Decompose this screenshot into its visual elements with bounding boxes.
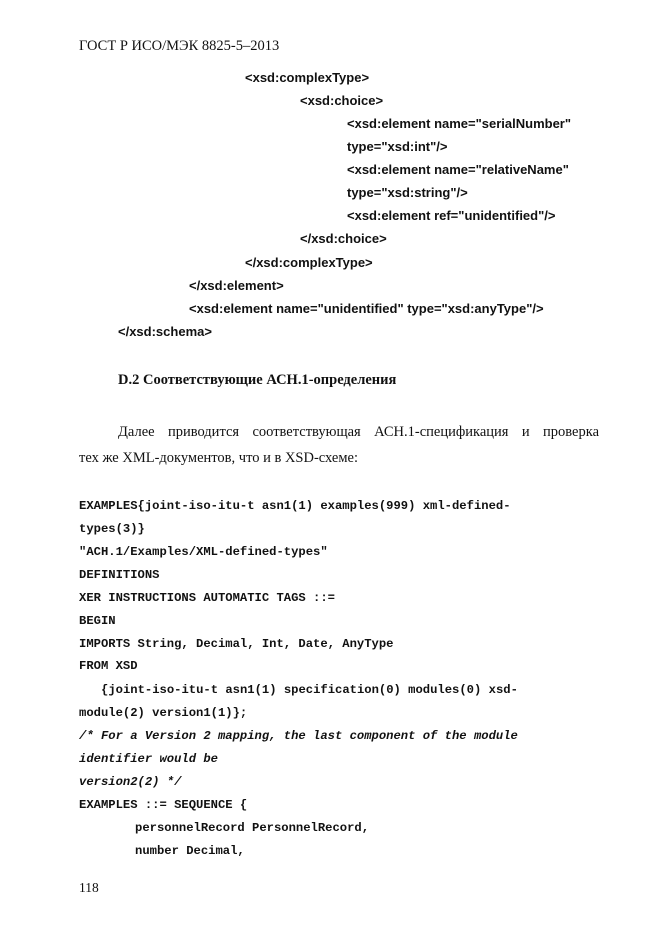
code-line: EXAMPLES ::= SEQUENCE { bbox=[79, 798, 248, 812]
xsd-line: </xsd:complexType> bbox=[245, 255, 373, 270]
xsd-line: </xsd:element> bbox=[189, 278, 284, 293]
code-comment-line: /* For a Version 2 mapping, the last component of the module bbox=[79, 729, 518, 743]
code-comment-line: version2(2) */ bbox=[79, 775, 182, 789]
code-line: FROM XSD bbox=[79, 659, 138, 673]
code-line: "АСН.1/Examples/XML-defined-types" bbox=[79, 545, 328, 559]
code-line: number Decimal, bbox=[135, 844, 245, 858]
code-line: IMPORTS String, Decimal, Int, Date, AnyType bbox=[79, 637, 394, 651]
code-line: personnelRecord PersonnelRecord, bbox=[135, 821, 370, 835]
xsd-line: </xsd:choice> bbox=[300, 231, 387, 246]
code-line: {joint-iso-itu-t asn1(1) specification(0) modules(0) xsd- bbox=[101, 683, 518, 697]
page-number: 118 bbox=[79, 880, 99, 895]
body-paragraph bbox=[79, 419, 599, 471]
xsd-line: </xsd:schema> bbox=[118, 324, 212, 339]
xsd-line: <xsd:element name="relativeName" bbox=[347, 162, 569, 177]
code-line: BEGIN bbox=[79, 614, 116, 628]
code-line: DEFINITIONS bbox=[79, 568, 160, 582]
paragraph-line: Далее приводится соответствующая АСН.1-спецификация и проверка bbox=[118, 424, 599, 440]
xsd-line: type="xsd:string"/> bbox=[347, 185, 468, 200]
code-line: module(2) version1(1)}; bbox=[79, 706, 248, 720]
xsd-line: <xsd:element ref="unidentified"/> bbox=[347, 208, 556, 223]
code-line: types(3)} bbox=[79, 522, 145, 536]
code-comment-line: identifier would be bbox=[79, 752, 218, 766]
code-line: XER INSTRUCTIONS AUTOMATIC TAGS ::= bbox=[79, 591, 335, 605]
xsd-line: <xsd:element name="serialNumber" bbox=[347, 116, 572, 131]
page-header: ГОСТ Р ИСО/МЭК 8825-5–2013 bbox=[79, 38, 280, 54]
paragraph-line: тех же XML-документов, что и в XSD-схеме: bbox=[79, 450, 358, 466]
section-heading: D.2 Соответствующие АСН.1-определения bbox=[118, 372, 397, 388]
xsd-line: <xsd:element name="unidentified" type="xsd:anyType"/> bbox=[189, 301, 544, 316]
code-line: EXAMPLES{joint-iso-itu-t asn1(1) examples(999) xml-defined- bbox=[79, 499, 511, 513]
xsd-line: type="xsd:int"/> bbox=[347, 139, 448, 154]
xsd-line: <xsd:choice> bbox=[300, 93, 384, 108]
xsd-line: <xsd:complexType> bbox=[245, 70, 370, 85]
